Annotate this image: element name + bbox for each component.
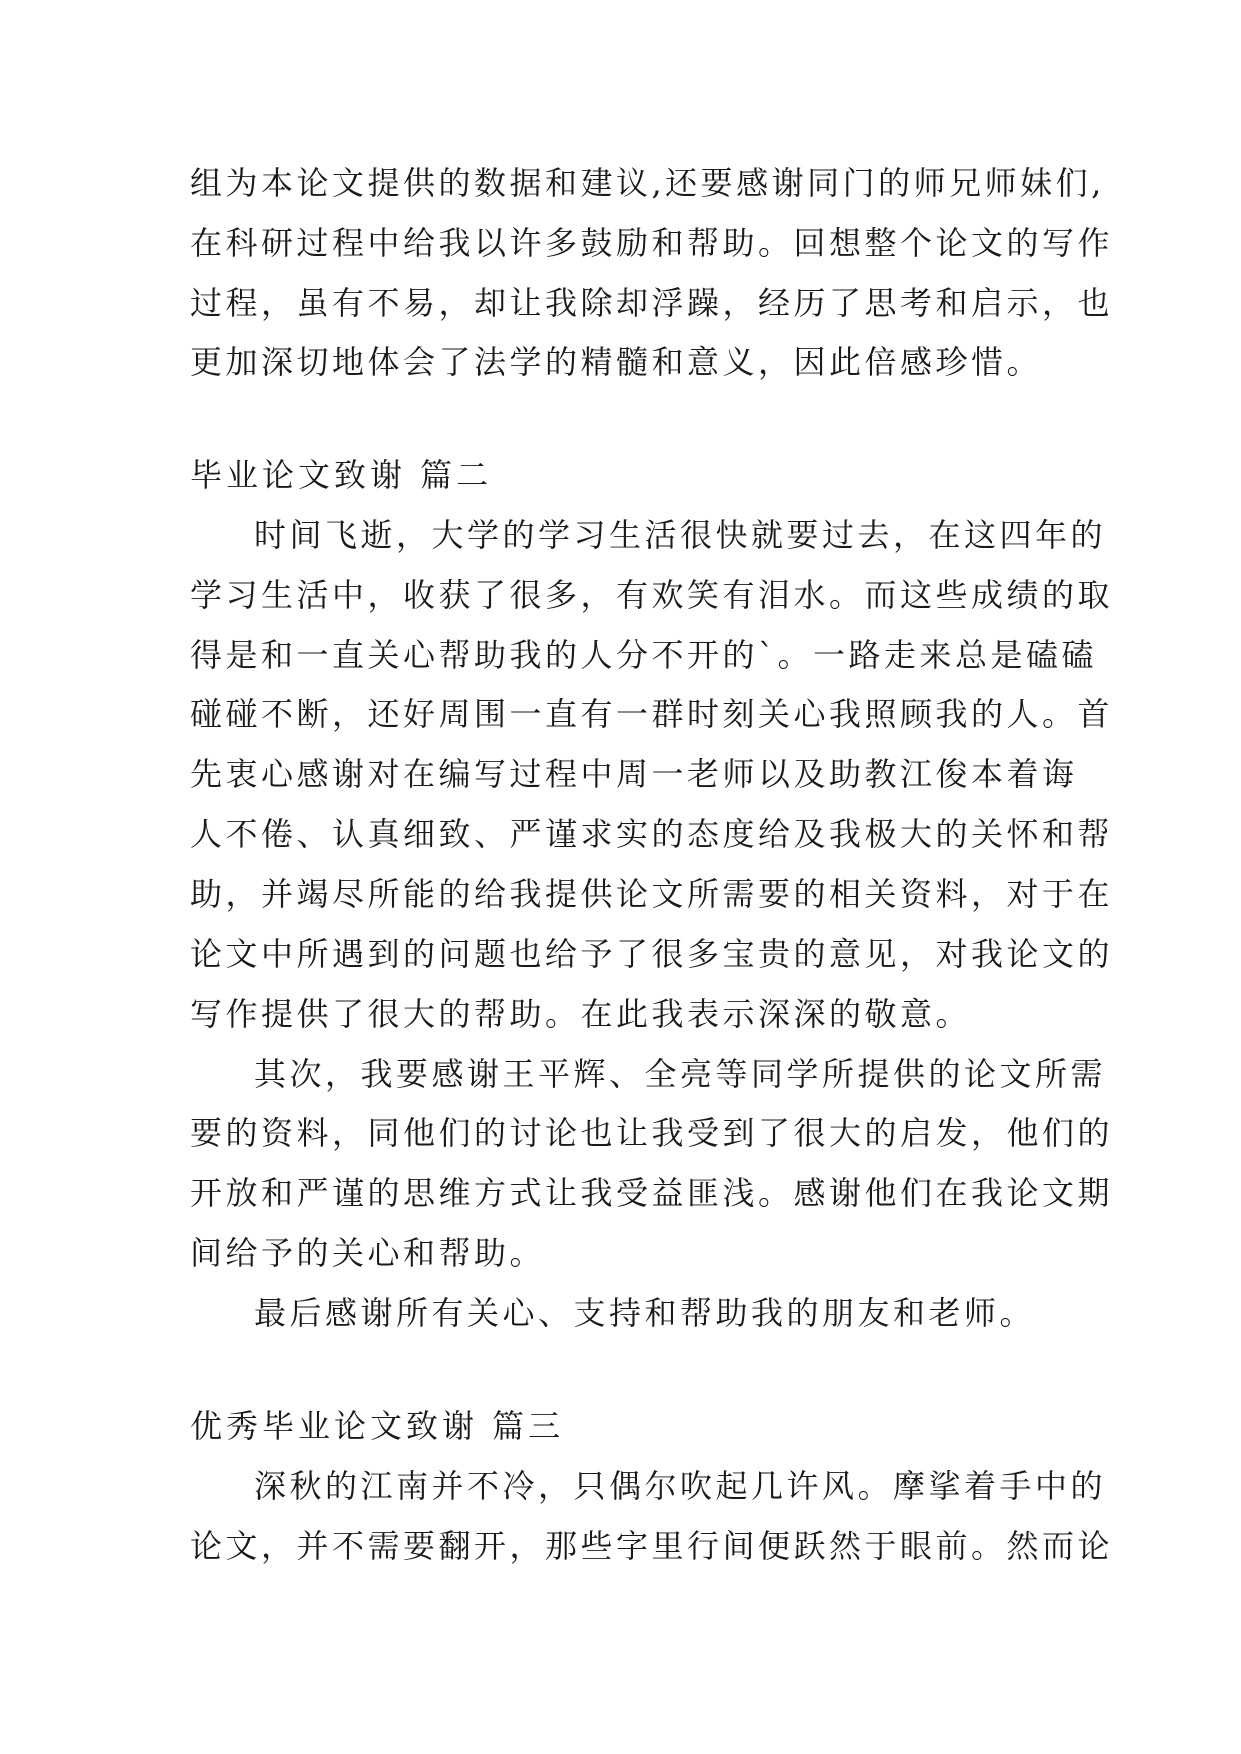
text-line: 得是和一直关心帮助我的人分不开的`。一路走来总是磕磕 [190, 636, 1098, 674]
text-line: 先衷心感谢对在编写过程中周一老师以及助教江俊本着诲 [190, 755, 1078, 793]
text-line: 助，并竭尽所能的给我提供论文所需要的相关资料，对于在 [190, 875, 1114, 913]
text-line: 其次，我要感谢王平辉、全亮等同学所提供的论文所需 [254, 1055, 1107, 1093]
text-line: 深秋的江南并不冷，只偶尔吹起几许风。摩挲着手中的 [254, 1467, 1107, 1505]
text-line: 写作提供了很大的帮助。在此我表示深深的敬意。 [190, 995, 972, 1033]
text-line: 论文，并不需要翻开，那些字里行间便跃然于眼前。然而论 [190, 1527, 1114, 1565]
text-line: 间给予的关心和帮助。 [190, 1234, 546, 1272]
section-heading-2: 毕业论文致谢 篇二 [190, 456, 493, 494]
text-line: 要的资料，同他们的讨论也让我受到了很大的启发，他们的 [190, 1114, 1114, 1152]
text-line: 学习生活中，收获了很多，有欢笑有泪水。而这些成绩的取 [190, 576, 1114, 614]
text-line: 碰碰不断，还好周围一直有一群时刻关心我照顾我的人。首 [190, 695, 1114, 733]
text-line: 论文中所遇到的问题也给予了很多宝贵的意见，对我论文的 [190, 935, 1114, 973]
text-line: 在科研过程中给我以许多鼓励和帮助。回想整个论文的写作 [190, 224, 1114, 262]
text-line: 人不倦、认真细致、严谨求实的态度给及我极大的关怀和帮 [190, 815, 1114, 853]
text-line: 时间飞逝，大学的学习生活很快就要过去，在这四年的 [254, 516, 1107, 554]
text-line: 更加深切地体会了法学的精髓和意义，因此倍感珍惜。 [190, 343, 1043, 381]
text-line: 开放和严谨的思维方式让我受益匪浅。感谢他们在我论文期 [190, 1174, 1114, 1212]
text-line: 最后感谢所有关心、支持和帮助我的朋友和老师。 [254, 1294, 1036, 1332]
section-heading-3: 优秀毕业论文致谢 篇三 [190, 1407, 565, 1445]
text-line: 过程，虽有不易，却让我除却浮躁，经历了思考和启示，也 [190, 284, 1114, 322]
text-line: 组为本论文提供的数据和建议,还要感谢同门的师兄师妹们, [190, 164, 1105, 202]
